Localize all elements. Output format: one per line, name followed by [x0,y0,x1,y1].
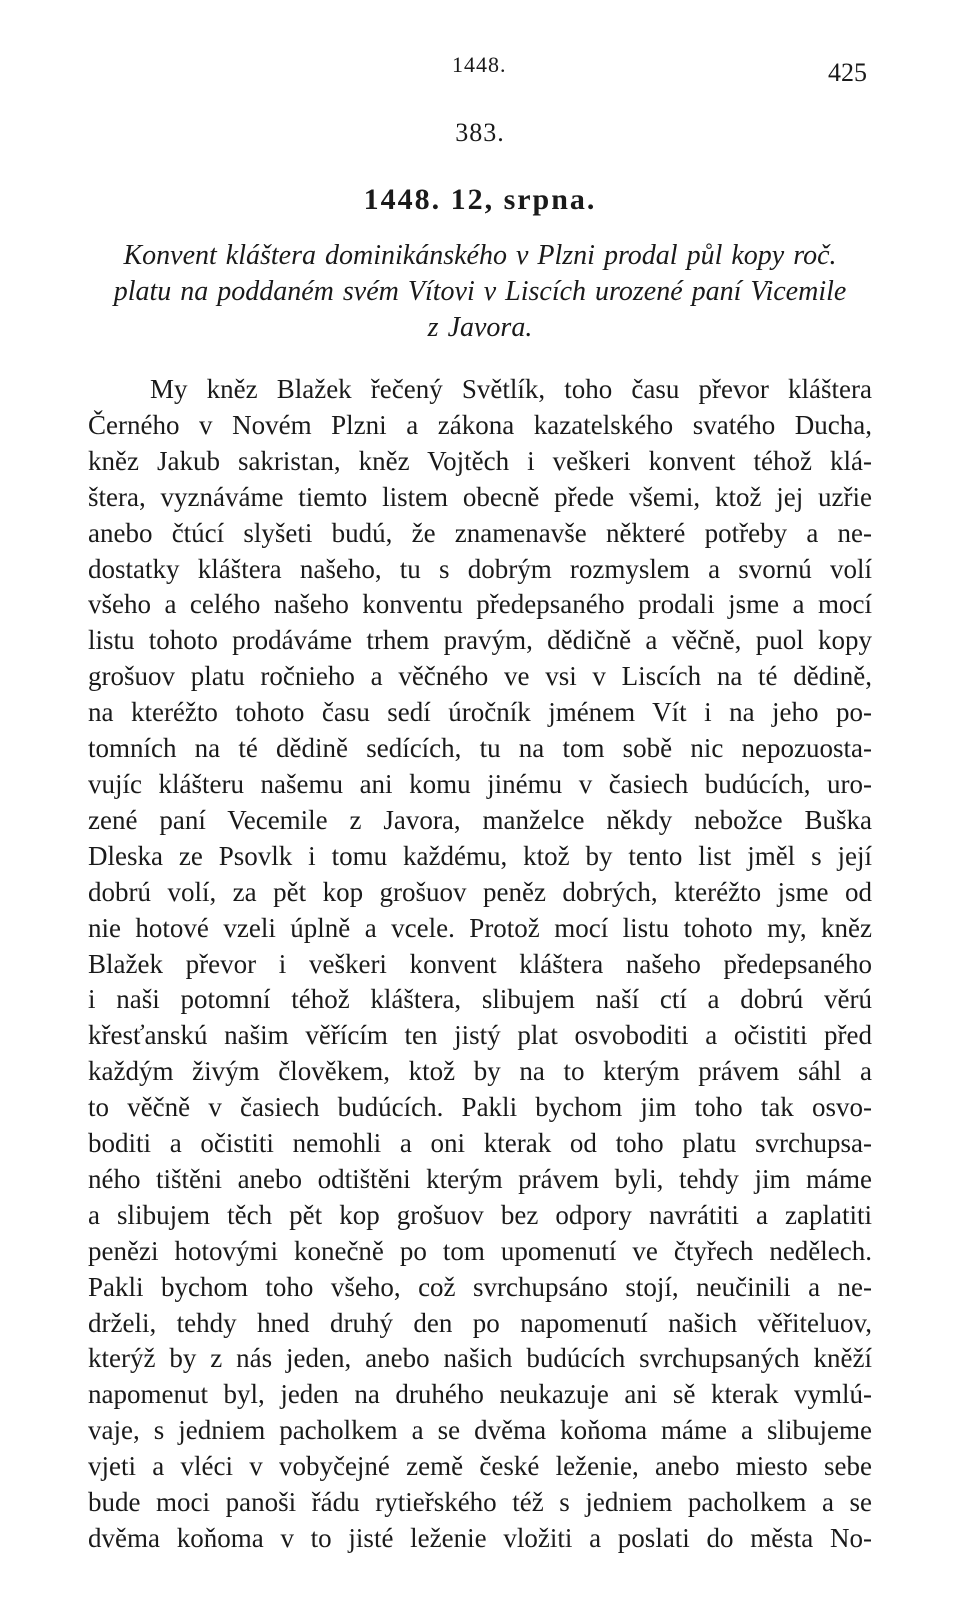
page-number: 425 [828,58,867,87]
body-line: každým živým člověkem, ktož by na to kterým právem sáhl a [88,1056,872,1087]
document-date: 1448. 12, srpna. [363,183,597,216]
body-line: zené paní Vecemile z Javora, manželce někdy nebožce Buška [88,804,872,835]
body-line: Černého v Novém Plzni a zákona kazatelského svatého Ducha, [88,409,872,440]
body-line: Pakli bychom toho všeho, což svrchupsáno stojí, neučinili a ne- [88,1271,872,1302]
regest-line: z Javora. [427,312,533,343]
body-line: vujíc klášteru našemu ani komu jinému v časiech budúcích, uro- [88,768,872,799]
regest-line: platu na poddaném svém Vítovi v Liscích urozené paní Vicemile [113,276,847,307]
body-line: kněz Jakub sakristan, kněz Vojtěch i veškeri konvent téhož klá- [88,445,872,476]
body-line: dostatky kláštera našeho, tu s dobrým rozmyslem a svornú volí [88,553,872,584]
body-line: dvěma koňoma v to jisté leženie vložiti a poslati do města No- [88,1523,872,1553]
body-line: penězi hotovými konečně po tom upomenutí ve čtyřech nedělech. [88,1235,872,1266]
body-line: to věčně v časiech budúcích. Pakli bychom jim toho tak osvo- [88,1092,872,1123]
body-line: bude moci panoši řádu rytieřského též s jedniem pacholkem a se [88,1487,872,1518]
body-line: Blažek převor i veškeri konvent kláštera našeho předepsaného [88,948,872,979]
body-line: i naši potomní téhož kláštera, slibujem naší ctí a dobrú věrú [88,984,872,1015]
body-line: listu tohoto prodáváme trhem pravým, dědičně a věčně, puol kopy [88,625,872,656]
body-line: ného tištěni anebo odtištěni kterým právem byli, tehdy jim máme [88,1163,872,1194]
body-line: a slibujem těch pět kop grošuov bez odpory navrátiti a zaplatiti [88,1199,872,1230]
body-line: dobrú volí, za pět kop grošuov peněz dobrých, kteréžto jsme od [88,876,872,907]
regest-line: Konvent kláštera dominikánského v Plzni prodal půl kopy roč. [123,240,837,271]
body-line: kterýž by z nás jeden, anebo našich budúcích svrchupsaných kněží [88,1343,872,1374]
body-line: na kteréžto tohoto času sedí úročník jménem Vít i na jeho po- [88,697,872,728]
body-line: křesťanskú našim věřícím ten jistý plat osvoboditi a očistiti před [88,1020,872,1051]
running-head [0,52,960,88]
body-line: drželi, tehdy hned druhý den po napomenutí našich věřiteluov, [88,1307,872,1338]
body-line: vjeti a vléci v vobyčejné země české leženie, anebo miesto sebe [88,1451,872,1482]
document-body [88,372,872,1557]
body-line: anebo čtúcí slyšeti budú, že znamenavše některé potřeby a ne- [88,517,872,548]
body-line: boditi a očistiti nemohli a oni kterak od toho platu svrchupsa- [88,1128,872,1159]
body-line: Dleska ze Psovlk i tomu každému, ktož by tento list jměl s její [88,840,872,871]
body-line: napomenut byl, jeden na druhého neukazuje ani sě kterak vymlú- [88,1379,872,1410]
document-regest [88,238,872,346]
body-line: grošuov platu ročnieho a věčného ve vsi v Liscích na té dědině, [88,661,872,692]
body-line: vaje, s jedniem pacholkem a se dvěma koňoma máme a slibujeme [88,1415,872,1446]
body-line: nie hotové vzeli úplně a vcele. Protož mocí listu tohoto my, kněz [88,912,872,943]
body-line: všeho a celého našeho konventu předepsaného prodali jsme a mocí [88,589,872,620]
document-number: 383. [455,118,505,147]
body-line: tomních na té dědině sedících, tu na tom sobě nic nepozuosta- [88,733,872,764]
body-line: My kněz Blažek řečený Světlík, toho času převor kláštera [150,374,872,404]
body-line: štera, vyznáváme tiemto listem obecně přede všemi, ktož jej uzřie [88,481,872,512]
running-year: 1448. [452,52,507,77]
